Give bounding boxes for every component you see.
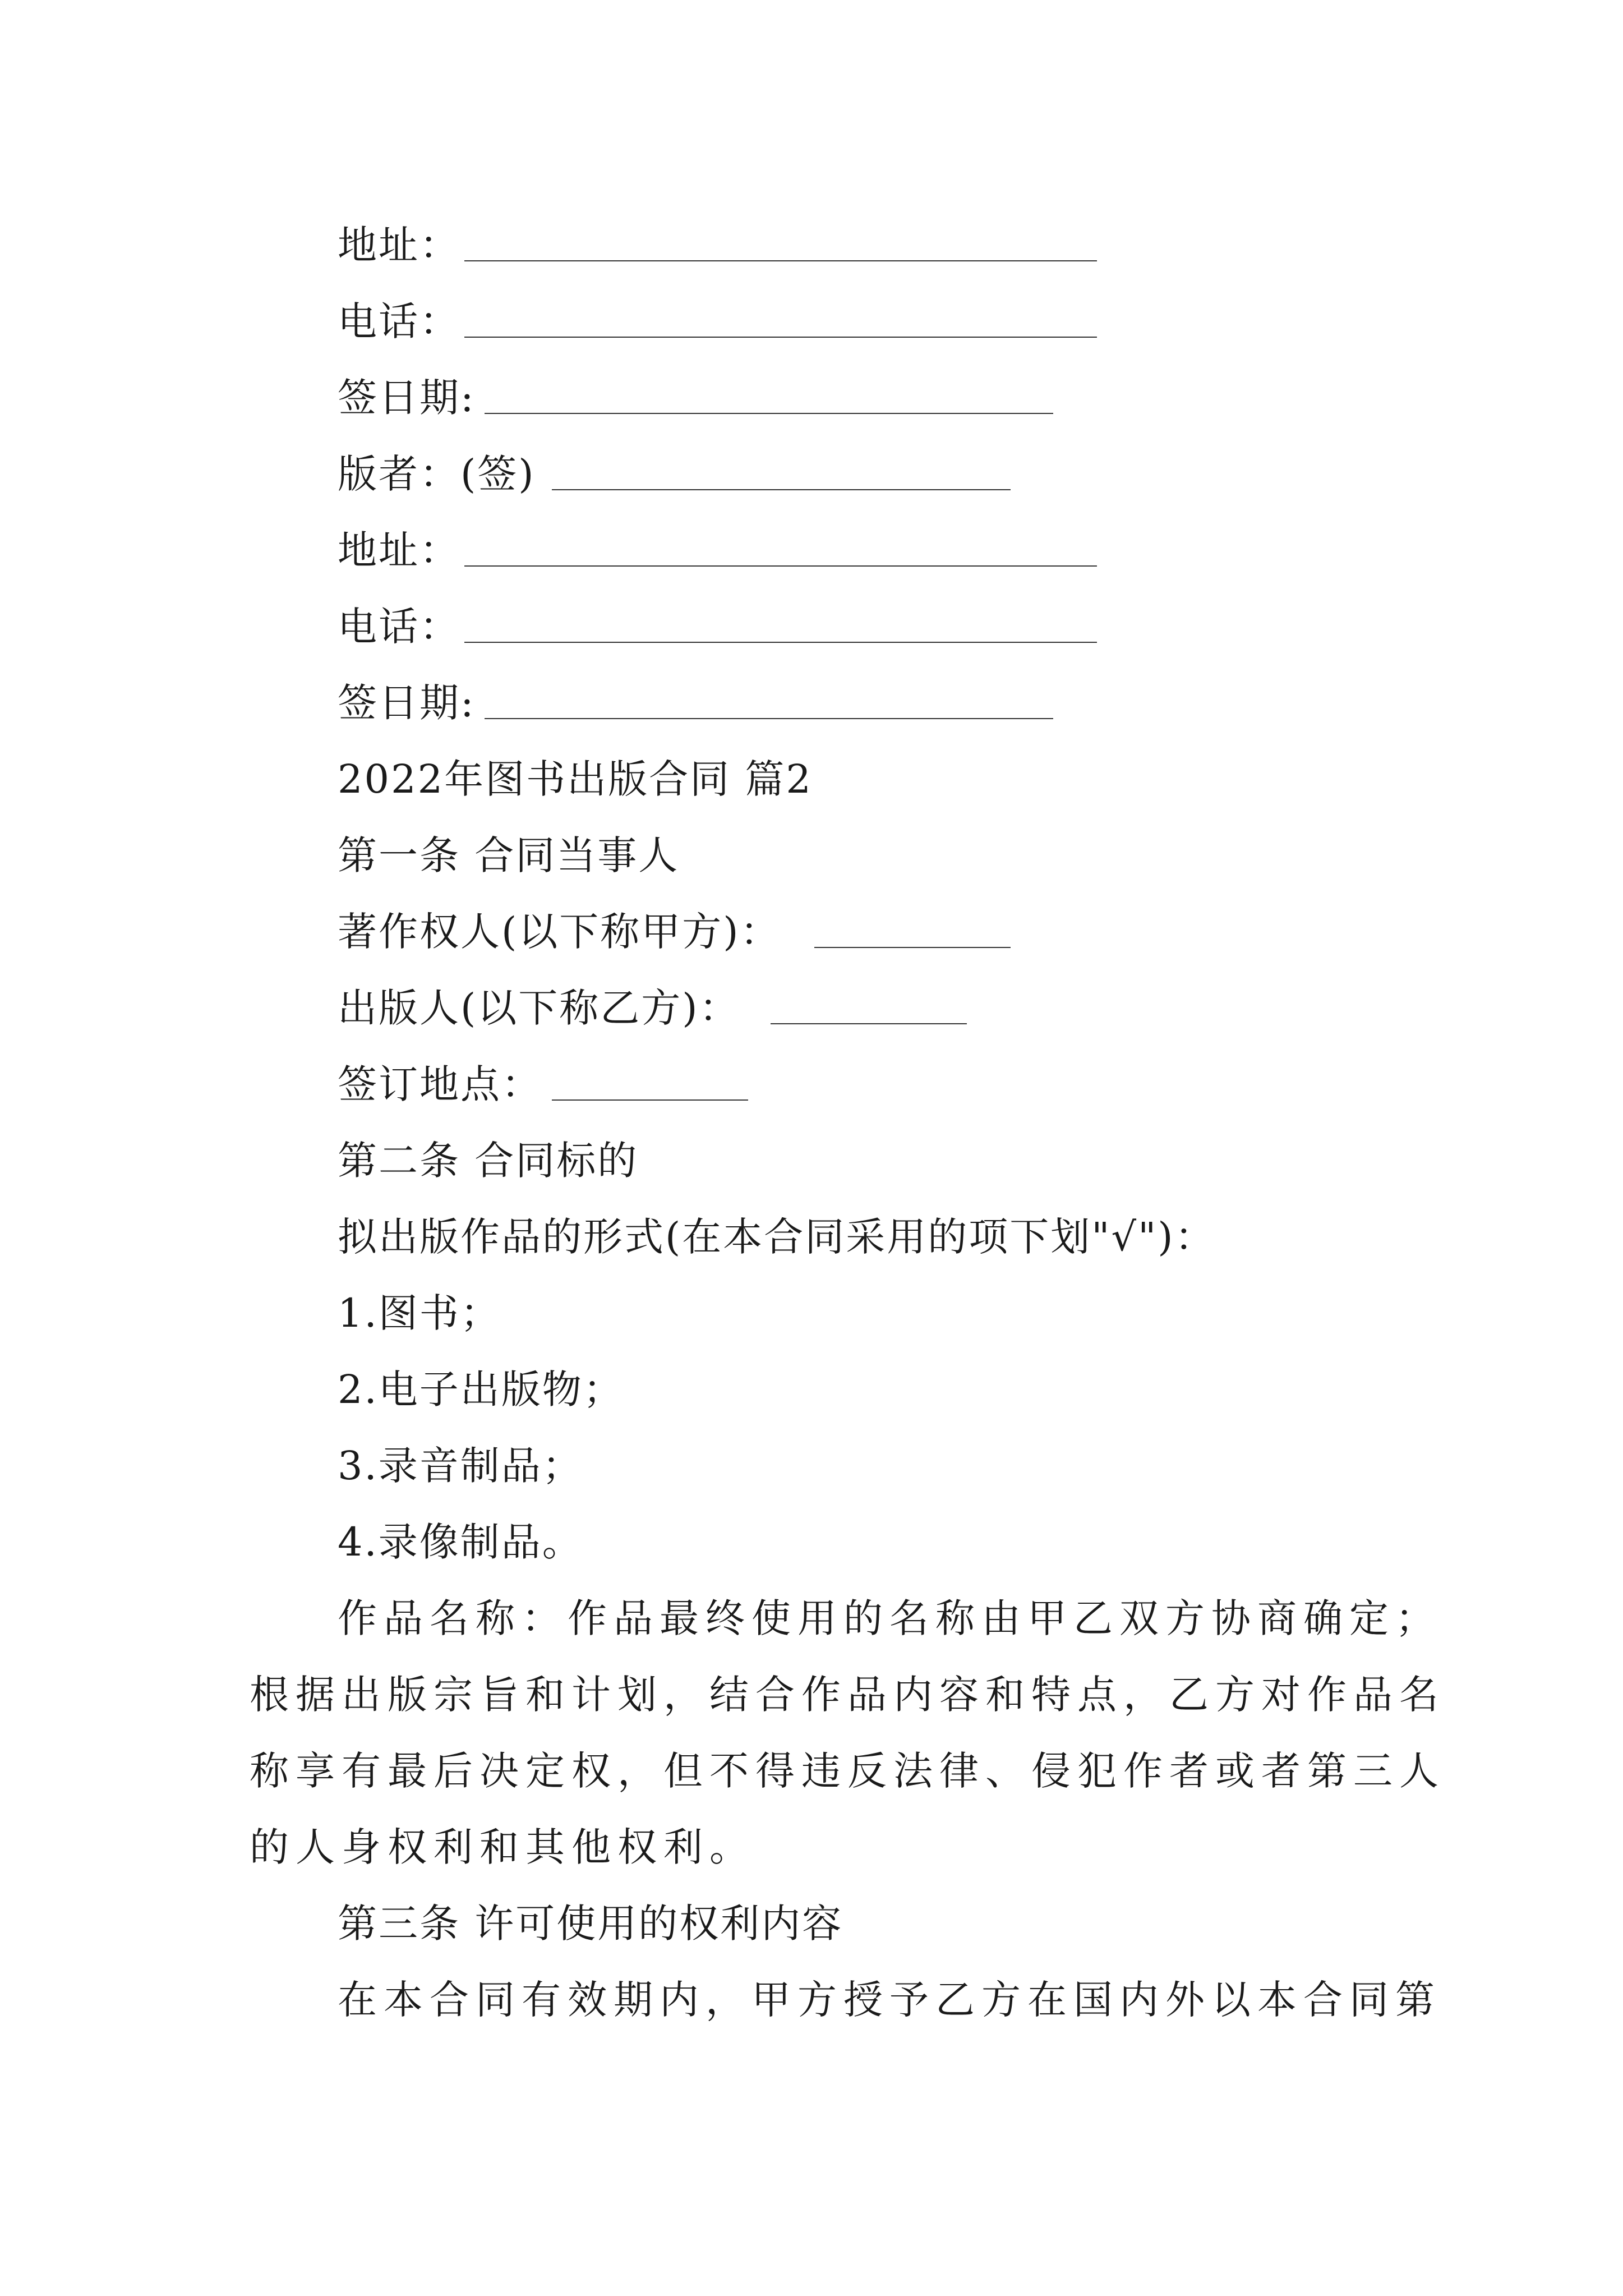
option-electronic: 2.电子出版物； xyxy=(338,1366,624,1412)
address-label-1: 地址： xyxy=(338,222,460,268)
form-intro: 拟出版作品的形式(在本合同采用的项下划"√")： xyxy=(338,1214,1216,1260)
publisher-label: 出版人(以下称乙方)： xyxy=(338,985,740,1031)
address-blank-1[interactable] xyxy=(464,260,1097,261)
sign-place-blank[interactable] xyxy=(552,1099,748,1101)
sign-date-label-2: 签日期: xyxy=(338,680,476,726)
sign-place-label: 签订地点： xyxy=(338,1061,542,1107)
section-title: 2022年图书出版合同 篇2 xyxy=(338,756,813,802)
publisher-sign-blank[interactable] xyxy=(552,489,1011,490)
title-paragraph-line-4: 的人身权利和其他权利。 xyxy=(250,1824,755,1870)
sign-date-blank-1[interactable] xyxy=(485,413,1053,414)
title-paragraph-line-3: 称享有最后决定权，但不得违反法律、侵犯作者或者第三人 xyxy=(250,1748,1445,1794)
sign-date-label-1: 签日期: xyxy=(338,375,476,421)
article-3-first-line: 在本合同有效期内，甲方授予乙方在国内外以本合同第 xyxy=(338,1977,1441,2023)
publisher-sign-label: 版者：(签) xyxy=(338,451,536,497)
copyright-owner-label: 著作权人(以下称甲方)： xyxy=(338,909,781,955)
address-label-2: 地址： xyxy=(338,527,460,573)
title-paragraph-line-1: 作品名称：作品最终使用的名称由甲乙双方协商确定； xyxy=(338,1595,1441,1641)
article-1-heading: 第一条 合同当事人 xyxy=(338,832,680,878)
copyright-owner-blank[interactable] xyxy=(814,947,1011,948)
phone-blank-1[interactable] xyxy=(464,337,1097,338)
phone-blank-2[interactable] xyxy=(464,642,1097,643)
title-paragraph-line-2: 根据出版宗旨和计划，结合作品内容和特点，乙方对作品名 xyxy=(250,1672,1445,1718)
phone-label-2: 电话： xyxy=(338,604,460,650)
article-2-heading: 第二条 合同标的 xyxy=(338,1138,639,1184)
address-blank-2[interactable] xyxy=(464,565,1097,567)
sign-date-blank-2[interactable] xyxy=(485,718,1053,719)
option-book: 1.图书； xyxy=(338,1290,501,1336)
phone-label-1: 电话： xyxy=(338,298,460,344)
option-audio: 3.录音制品； xyxy=(338,1443,583,1489)
publisher-blank[interactable] xyxy=(771,1023,967,1024)
option-video: 4.录像制品。 xyxy=(338,1519,583,1565)
article-3-heading: 第三条 许可使用的权利内容 xyxy=(338,1901,843,1947)
